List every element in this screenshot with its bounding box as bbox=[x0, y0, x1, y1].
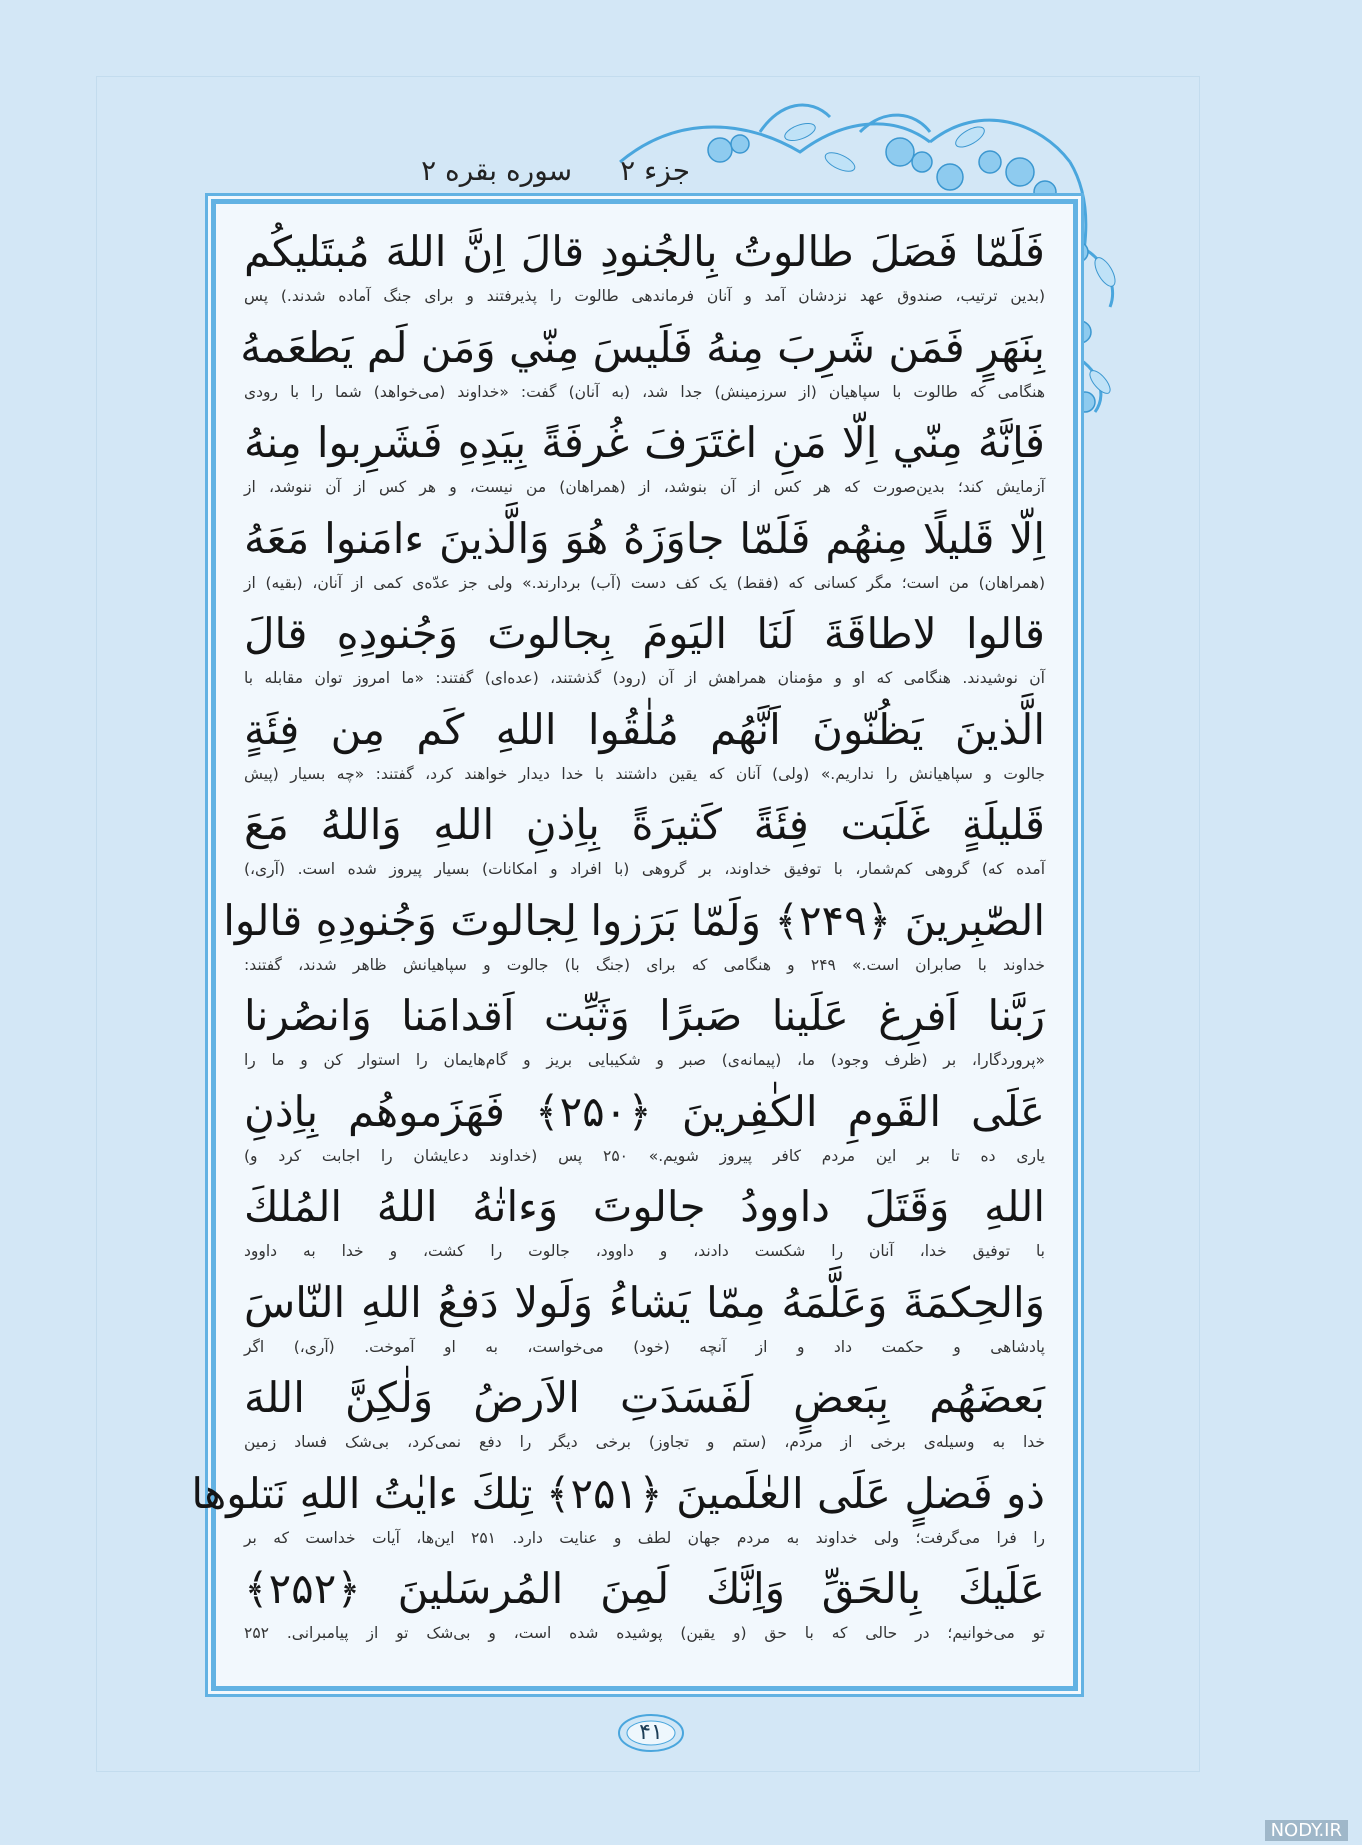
arabic-line: رَبَّنا اَفرِغ عَلَينا صَبرًا وَثَبِّت اَقدامَنا وَانصُرنا bbox=[244, 991, 1045, 1040]
juz-label: جزء ۲ bbox=[620, 153, 690, 187]
translation-line: (بدین ترتیب، صندوق عهد نزدشان آمد و آنان فرماندهی طالوت را پذیرفتند و برای جنگ آماده شدند.) پس bbox=[244, 287, 1045, 305]
verse-block bbox=[240, 318, 1045, 414]
translation-line: با توفیق خدا، آنان را شکست دادند، و داوود، جالوت را کشت، و خدا به داوود bbox=[244, 1242, 1045, 1260]
arabic-line: الَّذينَ يَظُنّونَ اَنَّهُم مُلٰقُوا اللهِ كَم مِن فِئَةٍ bbox=[244, 704, 1045, 754]
verse-block bbox=[244, 1273, 1045, 1369]
translation-line: (همراهان) من است؛ مگر کسانی که (فقط) یک کف دست (آب) بردارند.» ولی جز عدّه‌ی کمی از آنان، (بقیه) از bbox=[244, 573, 1045, 592]
translation-line: جالوت و سپاهیانش را نداریم.» (ولی) آنان که یقین داشتند با خدا دیدار خواهند کرد، گفتند: «چه بسیار (پیش bbox=[244, 764, 1045, 783]
arabic-line: بِنَهَرٍ فَمَن شَرِبَ مِنهُ فَلَيسَ مِنّي وَمَن لَم يَطعَمهُ bbox=[240, 322, 1045, 372]
page-number: ۴۱ bbox=[639, 1720, 663, 1745]
page-number-cartouche-icon bbox=[617, 1712, 685, 1754]
verse-block bbox=[244, 1559, 1045, 1655]
translation-line: خدا به وسیله‌ی برخی از مردم، (ستم و تجاوز) برخی دیگر را دفع نمی‌کرد، بی‌شک فساد زمین bbox=[244, 1433, 1045, 1451]
arabic-line: وَالحِكمَةَ وَعَلَّمَهُ مِمّا يَشاءُ وَلَولا دَفعُ اللهِ النّاسَ bbox=[244, 1277, 1045, 1327]
verse-block bbox=[244, 413, 1045, 509]
translation-line: یاری ده تا بر این مردم کافر پیروز شویم.» ۲۵۰ پس (خداوند دعایشان را اجابت کرد و) bbox=[244, 1146, 1045, 1165]
arabic-line: ذو فَضلٍ عَلَى العٰلَمينَ ﴿۲۵۱﴾ تِلكَ ءايٰتُ اللهِ نَتلوها bbox=[191, 1468, 1045, 1518]
verse-block bbox=[244, 1082, 1045, 1178]
verse-lines bbox=[191, 222, 1046, 1655]
arabic-line: اِلّا قَليلًا مِنهُم فَلَمّا جاوَزَهُ هُوَ وَالَّذينَ ءامَنوا مَعَهُ bbox=[244, 513, 1045, 563]
verse-block bbox=[244, 986, 1045, 1082]
arabic-line: قالوا لاطاقَةَ لَنَا اليَومَ بِجالوتَ وَجُنودِهِ قالَ bbox=[244, 609, 1045, 658]
arabic-line: عَلَيكَ بِالحَقِّ وَاِنَّكَ لَمِنَ المُرسَلينَ ﴿۲۵۲﴾ bbox=[244, 1564, 1045, 1613]
surah-label: سوره بقره ۲ bbox=[421, 153, 573, 187]
translation-line: تو می‌خوانیم؛ در حالی که با حق (و یقین) پوشیده شده است، و بی‌شک تو از پیامبرانی. ۲۵۲ bbox=[244, 1624, 1045, 1642]
translation-line: خداوند با صابران است.» ۲۴۹ و هنگامی که برای (جنگ با) جالوت و سپاهیانش ظاهر شدند، گفتند: bbox=[244, 955, 1045, 974]
translation-line: آزمایش کند؛ بدین‌صورت که هر کس از آن بنوشد، از (همراهان) من نیست، و هر کس از آن ننوشد، از bbox=[244, 478, 1045, 496]
mushaf-page bbox=[191, 199, 1078, 1691]
translation-line: «پروردگارا، بر (ظرف وجود) ما، (پیمانه‌ی) صبر و شکیبایی بریز و گام‌هایمان را استوار کن و ما را bbox=[244, 1051, 1045, 1069]
translation-line: آن نوشیدند. هنگامی که او و مؤمنان همراهش از آن (رود) گذشتند، (عده‌ای) گفتند: «ما امروز توان مقابله با bbox=[244, 669, 1045, 687]
arabic-line: قَليلَةٍ غَلَبَت فِئَةً كَثيرَةً بِاِذنِ اللهِ وَاللهُ مَعَ bbox=[244, 800, 1045, 849]
arabic-line: اللهِ وَقَتَلَ داوودُ جالوتَ وَءاتٰهُ اللهُ المُلكَ bbox=[244, 1182, 1045, 1231]
translation-line: آمده که) گروهی کم‌شمار، با توفیق خداوند، بر گروهی (با افراد و امکانات) بسیار پیروز شده است. (آری،) bbox=[244, 860, 1045, 878]
verse-block bbox=[244, 700, 1045, 796]
arabic-line: بَعضَهُم بِبَعضٍ لَفَسَدَتِ الاَرضُ وَلٰكِنَّ اللهَ bbox=[244, 1373, 1045, 1422]
arabic-line: فَلَمّا فَصَلَ طالوتُ بِالجُنودِ قالَ اِنَّ اللهَ مُبتَليكُم bbox=[244, 227, 1046, 276]
verse-block bbox=[244, 222, 1045, 318]
verse-block bbox=[244, 509, 1045, 605]
translation-line: هنگامی که طالوت با سپاهیان (از سرزمینش) جدا شد، (به آنان) گفت: «خداوند (می‌خواهد) شما را با رودی bbox=[244, 382, 1045, 401]
arabic-line: فَاِنَّهُ مِنّي اِلّا مَنِ اغتَرَفَ غُرفَةً بِيَدِهِ فَشَرِبوا مِنهُ bbox=[244, 418, 1045, 467]
arabic-line: الصّٰبِرينَ ﴿۲۴۹﴾ وَلَمّا بَرَزوا لِجالوتَ وَجُنودِهِ قالوا bbox=[223, 895, 1045, 945]
translation-line: پادشاهی و حکمت داد و از آنچه (خود) می‌خواست، به او آموخت. (آری،) اگر bbox=[244, 1337, 1045, 1356]
verse-block bbox=[244, 1368, 1045, 1464]
translation-line: را فرا می‌گرفت؛ ولی خداوند به مردم جهان لطف و عنایت دارد. ۲۵۱ این‌ها، آیات خداست که بر bbox=[244, 1528, 1045, 1547]
verse-block bbox=[244, 1177, 1045, 1273]
verse-block bbox=[244, 604, 1045, 700]
verse-block bbox=[244, 795, 1045, 891]
watermark: NODY.IR bbox=[1265, 1820, 1348, 1841]
verse-block bbox=[223, 891, 1045, 987]
verse-block bbox=[191, 1464, 1045, 1560]
arabic-line: عَلَى القَومِ الكٰفِرينَ ﴿۲۵۰﴾ فَهَزَموهُم بِاِذنِ bbox=[244, 1086, 1045, 1136]
